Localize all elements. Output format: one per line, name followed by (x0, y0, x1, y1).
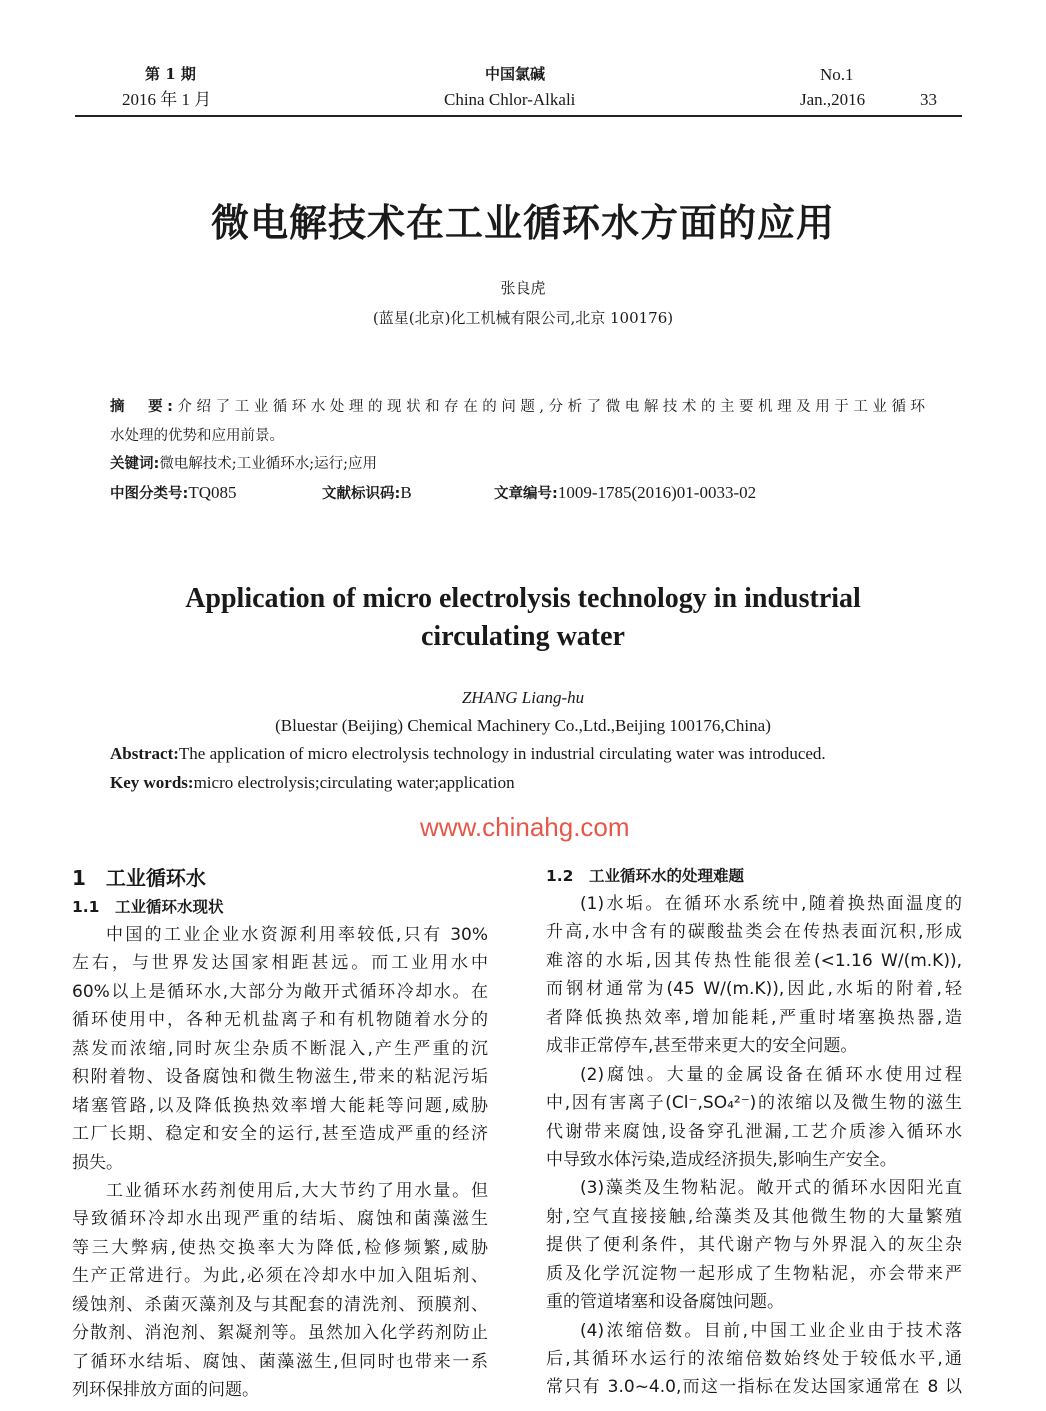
paragraph-line: 升高,水中含有的碳酸盐类会在传热表面沉积,形成 (546, 922, 962, 943)
header-journal-en: China Chlor-Alkali (444, 90, 576, 109)
header-rule (75, 115, 962, 117)
watermark: www.chinahg.com (420, 812, 630, 842)
keywords-cn-label: 关键词: (110, 456, 160, 472)
paragraph-line: 射,空气直接接触,给藻类及其他微生物的大量繁殖 (546, 1206, 962, 1227)
article-no-label: 文章编号: (494, 485, 558, 502)
paragraph-line: 难溶的水垢,因其传热性能很差(<1.16 W/(m.K)), (546, 950, 962, 971)
paragraph-line: (1)水垢。在循环水系统中,随着换热面温度的 (580, 894, 962, 914)
left-column-body (72, 921, 488, 1404)
paragraph-line: 提供了便利条件，其代谢产物与外界混入的灰尘杂 (546, 1235, 962, 1256)
paragraph-line: 而钢材通常为(45 W/(m.K)),因此,水垢的附着,轻 (546, 979, 962, 1000)
paragraph-line: 循环使用中，各种无机盐离子和有机物随着水分的 (72, 1010, 488, 1031)
paragraph-line: 列环保排放方面的问题。 (72, 1380, 259, 1400)
paragraph-line: 后,其循环水运行的浓缩倍数始终处于较低水平,通 (546, 1349, 962, 1369)
paragraph-line: 工厂长期、稳定和安全的运行,甚至造成严重的经济 (72, 1124, 488, 1145)
doc-code-value: B (400, 482, 412, 502)
paragraph-line: 60%以上是循环水,大部分为敞开式循环冷却水。在 (72, 981, 488, 1002)
paragraph-line: 分散剂、消泡剂、絮凝剂等。虽然加入化学药剂防止 (72, 1323, 488, 1344)
section-1-1-heading: 1.1 工业循环水现状 (72, 898, 224, 916)
paragraph-line: (4)浓缩倍数。目前,中国工业企业由于技术落 (580, 1320, 962, 1341)
affiliation-en: (Bluestar (Beijing) Chemical Machinery Co.,Ltd.,Beijing 100176,China) (275, 716, 771, 735)
clc-value: TQ085 (188, 482, 237, 502)
paragraph-line: (2)腐蚀。大量的金属设备在循环水使用过程 (580, 1064, 962, 1085)
keywords-en-text: micro electrolysis;circulating water;application (193, 773, 515, 792)
paragraph-line: 代谢带来腐蚀,设备穿孔泄漏,工艺介质渗入循环水 (546, 1121, 962, 1142)
header-journal-cn: 中国氯碱 (485, 65, 546, 83)
page-number: 33 (920, 90, 937, 109)
right-column-body (546, 890, 962, 1402)
section-1-heading: 1 工业循环水 (72, 866, 206, 890)
keywords-cn: 微电解技术;工业循环水;运行;应用 (159, 456, 377, 472)
section-1-2-heading: 1.2 工业循环水的处理难题 (546, 867, 744, 885)
paragraph-line: 中,因有害离子(Cl⁻,SO₄²⁻)的浓缩以及微生物的滋生 (546, 1093, 962, 1114)
abstract-en-label: Abstract: (110, 744, 179, 763)
paragraph-line: 堵塞管路,以及降低换热效率增大能耗等问题,威胁 (72, 1095, 488, 1116)
abstract-cn-line: 介绍了工业循环水处理的现状和存在的问题,分析了微电解技术的主要机理及用于工业循环 (172, 399, 925, 415)
title-en-line: circulating water (421, 621, 625, 652)
paragraph-line: 蒸发而浓缩,同时灰尘杂质不断混入,产生严重的沉 (72, 1038, 488, 1059)
paragraph-line: 中国的工业企业水资源利用率较低,只有 30% (106, 925, 488, 945)
keywords-en (110, 773, 515, 793)
author-cn: 张良虎 (500, 279, 546, 297)
affiliation-cn: (蓝星(北京)化工机械有限公司,北京 100176) (372, 309, 674, 327)
paragraph-line: 缓蚀剂、杀菌灭藻剂及与其配套的清洗剂、预膜剂、 (72, 1294, 488, 1315)
keywords-en-label: Key words: (110, 773, 194, 792)
paragraph-line: 质及化学沉淀物一起形成了生物粘泥，亦会带来严 (546, 1263, 962, 1284)
paragraph-line: 等三大弊病,使热交换率大为降低,检修频繁,威胁 (72, 1237, 488, 1258)
paragraph-line: 损失。 (72, 1152, 123, 1173)
abstract-cn (110, 393, 925, 507)
paragraph-line: 者降低换热效率,增加能耗,严重时堵塞换热器,造 (546, 1007, 962, 1028)
header-issue-en: No.1 (820, 65, 854, 84)
doc-code-label: 文献标识码: (322, 485, 401, 502)
title-en (0, 580, 1046, 656)
header-date-cn: 2016 年 1 月 (122, 90, 212, 109)
title-cn: 微电解技术在工业循环水方面的应用 (210, 201, 835, 245)
paragraph-line: (3)藻类及生物粘泥。敞开式的循环水因阳光直 (580, 1178, 962, 1199)
abstract-en (110, 744, 826, 764)
title-en-line: Application of micro electrolysis technology in industrial (185, 583, 861, 614)
header-date-en: Jan.,2016 (800, 90, 866, 109)
paragraph-line: 了循环水结垢、腐蚀、菌藻滋生,但同时也带来一系 (72, 1351, 488, 1372)
paragraph-line: 成非正常停车,甚至带来更大的安全问题。 (546, 1036, 858, 1057)
paragraph-line: 常只有 3.0~4.0,而这一指标在发达国家通常在 8 以 (546, 1377, 962, 1398)
abstract-en-text: The application of micro electrolysis technology in industrial circulating water was introduced. (178, 744, 826, 763)
paragraph-line: 左右，与世界发达国家相距甚远。而工业用水中 (72, 953, 488, 974)
paragraph-line: 中导致水体污染,造成经济损失,影响生产安全。 (546, 1149, 897, 1170)
paragraph-line: 重的管道堵塞和设备腐蚀问题。 (546, 1292, 784, 1313)
abstract-cn-label: 摘 要: (110, 399, 173, 415)
header-issue-cn: 第 1 期 (145, 65, 196, 83)
article-no-value: 1009-1785(2016)01-0033-02 (557, 482, 757, 502)
paragraph-line: 生产正常进行。为此,必须在冷却水中加入阻垢剂、 (72, 1266, 488, 1287)
author-en: ZHANG Liang-hu (461, 688, 585, 707)
paragraph-line: 导致循环冷却水出现严重的结垢、腐蚀和菌藻滋生 (72, 1209, 488, 1230)
paragraph-line: 工业循环水药剂使用后,大大节约了用水量。但 (106, 1180, 488, 1201)
clc-label: 中图分类号: (110, 485, 189, 502)
abstract-cn-line: 水处理的优势和应用前景。 (110, 427, 284, 444)
paragraph-line: 积附着物、设备腐蚀和微生物滋生,带来的粘泥污垢 (72, 1067, 488, 1088)
